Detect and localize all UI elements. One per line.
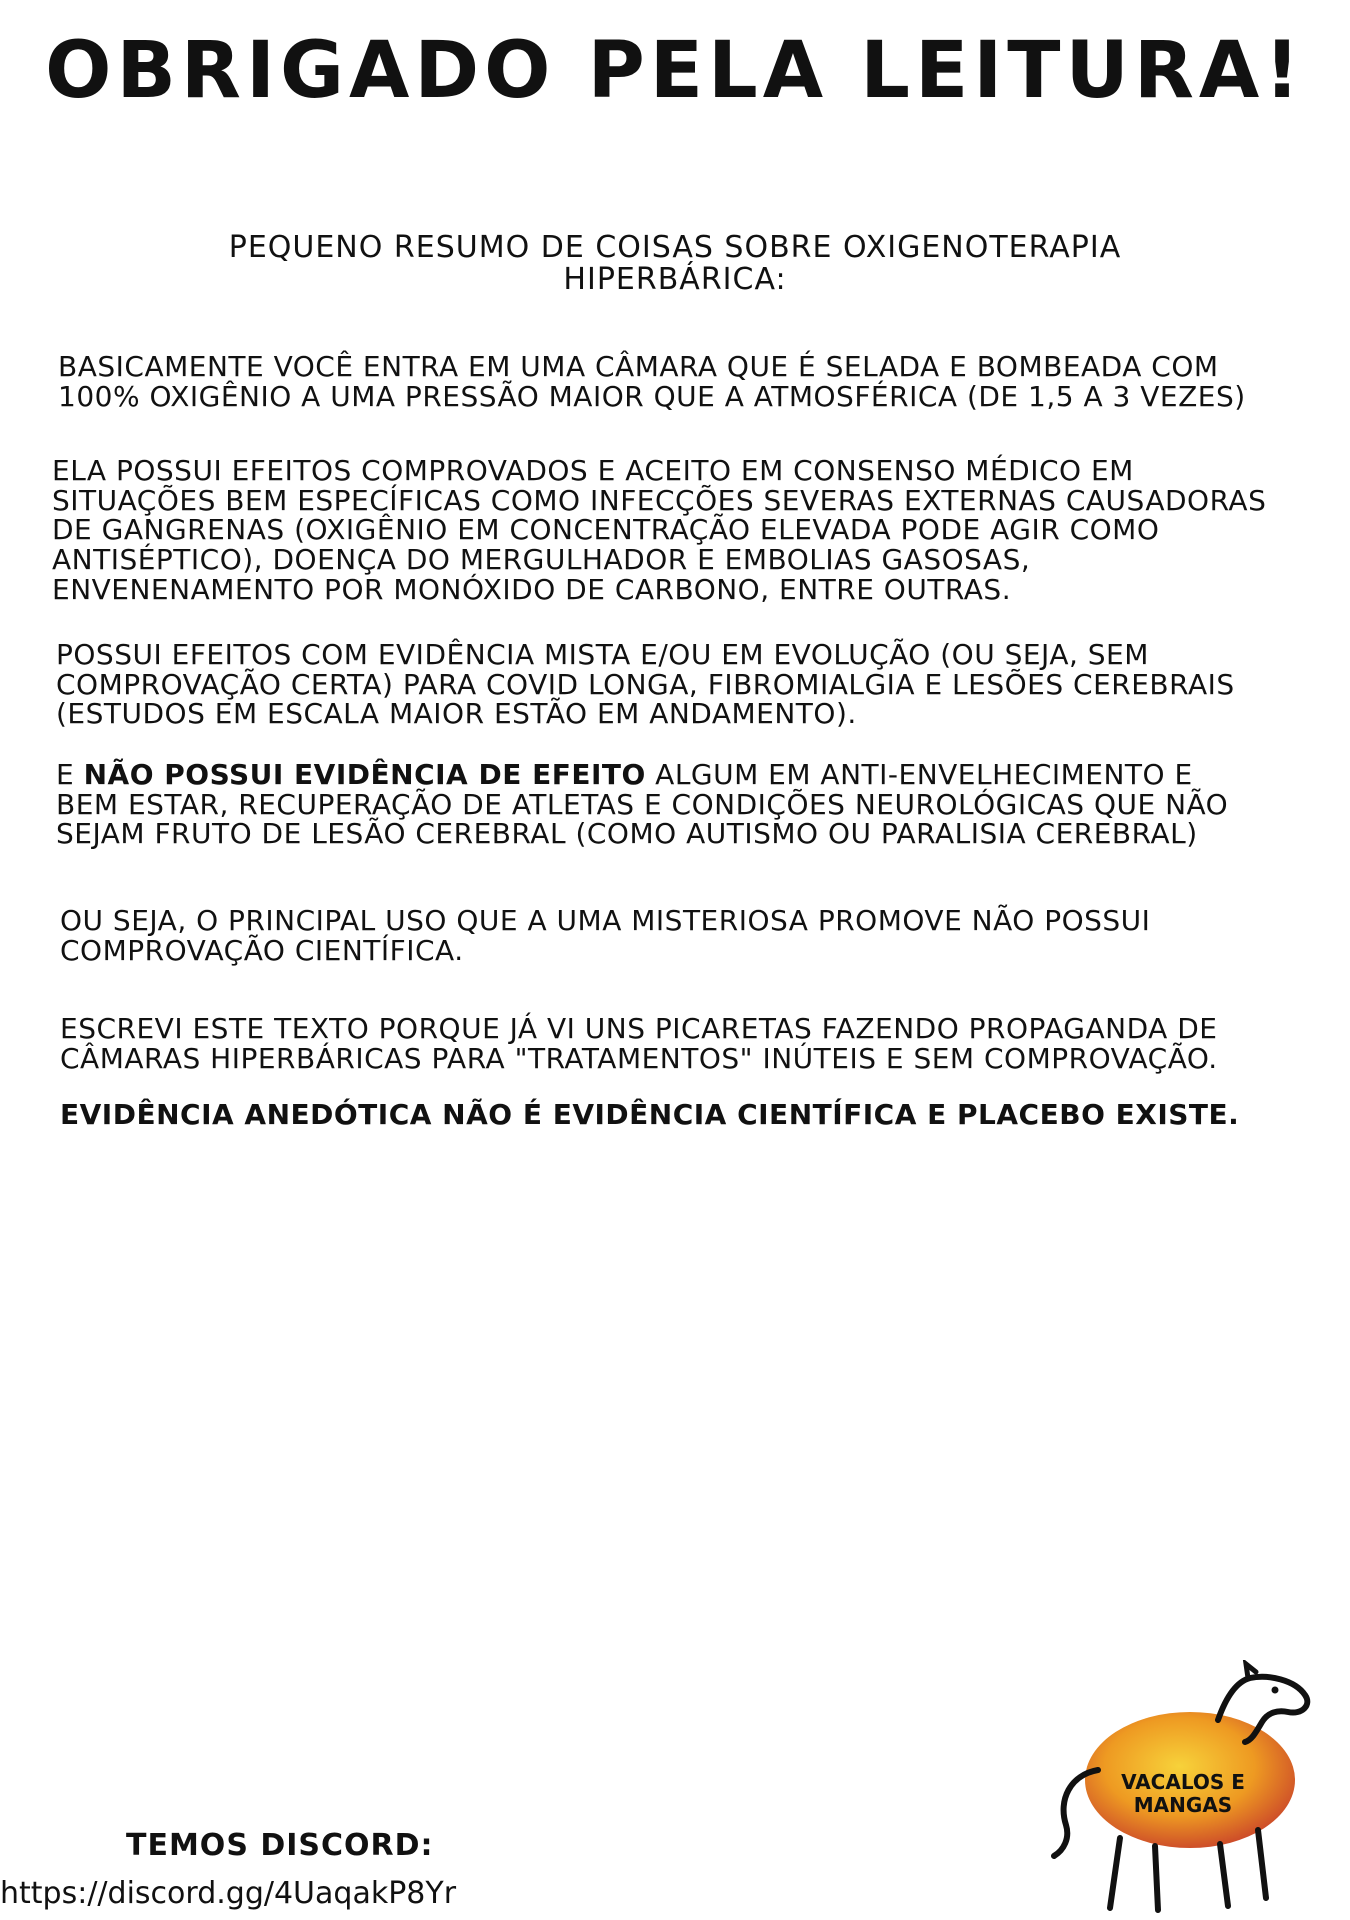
summary-subtitle: PEQUENO RESUMO DE COISAS SOBRE OXIGENOTERAPIA HIPERBÁRICA: (228, 230, 1122, 297)
no-evidence-emphasis: NÃO POSSUI EVIDÊNCIA DE EFEITO (83, 758, 646, 791)
page-title: OBRIGADO PELA LEITURA! (45, 26, 1305, 116)
discord-label: TEMOS DISCORD: (126, 1828, 434, 1863)
paragraph-proven-effects: ELA POSSUI EFEITOS COMPROVADOS E ACEITO EM CONSENSO MÉDICO EM SITUAÇÕES BEM ESPECÍFICAS COMO INFECÇÕES SEVERAS EXTERNAS CAUSADORAS DE GANGRENAS (OXIGÊNIO EM CONCENTRAÇÃO ELEVADA PODE AGIR COMO ANTISÉPTICO), DOENÇA DO MERGULHADOR E EMBOLIAS GASOSAS, ENVENENAMENTO POR MONÓXIDO DE CARBONO, ENTRE OUTRAS. (52, 454, 1267, 606)
no-evidence-prefix: E (56, 758, 84, 791)
paragraph-how-it-works: BASICAMENTE VOCÊ ENTRA EM UMA CÂMARA QUE É SELADA E BOMBEADA COM 100% OXIGÊNIO A UMA PRESSÃO MAIOR QUE A ATMOSFÉRICA (DE 1,5 A 3 VEZES) (58, 350, 1246, 413)
paragraph-no-evidence (56, 760, 1256, 849)
paragraph-mixed-evidence: POSSUI EFEITOS COM EVIDÊNCIA MISTA E/OU EM EVOLUÇÃO (OU SEJA, SEM COMPROVAÇÃO CERTA) PARA COVID LONGA, FIBROMIALGIA E LESÕES CEREBRAIS (ESTUDOS EM ESCALA MAIOR ESTÃO EM ANDAMENTO). (56, 638, 1235, 731)
horse-eye-icon (1272, 1687, 1279, 1694)
discord-link[interactable]: https://discord.gg/4UaqakP8Yr (0, 1876, 457, 1911)
logo-text: VACALOS E MANGAS (1121, 1770, 1245, 1817)
paragraph-motivation: ESCREVI ESTE TEXTO PORQUE JÁ VI UNS PICARETAS FAZENDO PROPAGANDA DE CÂMARAS HIPERBÁRICAS PARA "TRATAMENTOS" INÚTEIS E SEM COMPROVAÇÃO. (60, 1012, 1218, 1075)
paragraph-conclusion: OU SEJA, O PRINCIPAL USO QUE A UMA MISTERIOSA PROMOVE NÃO POSSUI COMPROVAÇÃO CIENTÍFICA. (60, 904, 1151, 967)
no-evidence-rest: ALGUM EM ANTI-ENVELHECIMENTO E BEM ESTAR, RECUPERAÇÃO DE ATLETAS E CONDIÇÕES NEUROLÓGICAS QUE NÃO SEJAM FRUTO DE LESÃO CEREBRAL (COMO AUTISMO OU PARALISIA CEREBRAL) (56, 758, 1229, 851)
paragraph-anecdotal-warning: EVIDÊNCIA ANEDÓTICA NÃO É EVIDÊNCIA CIENTÍFICA E PLACEBO EXISTE. (60, 1098, 1240, 1131)
